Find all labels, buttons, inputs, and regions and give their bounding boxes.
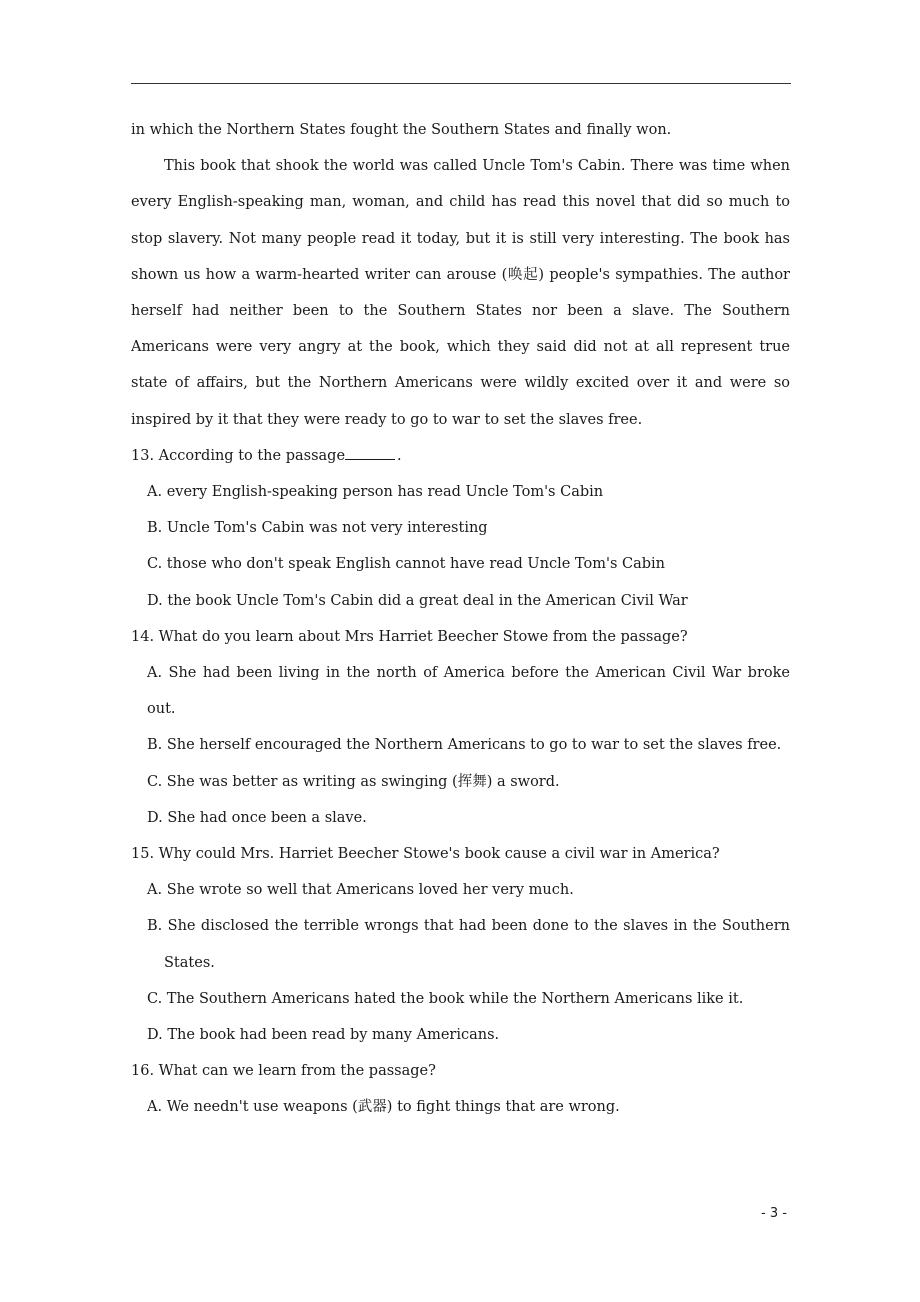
question-13-stem-text: 13. According to the passage — [131, 447, 346, 464]
page-number: - 3 - — [761, 1206, 787, 1221]
question-15-option-c: C. The Southern Americans hated the book while the Northern Americans like it. — [147, 990, 744, 1007]
question-15-stem: 15. Why could Mrs. Harriet Beecher Stowe's book cause a civil war in America? — [131, 846, 720, 863]
question-14-option-b: B. She herself encouraged the Northern Americans to go to war to set the slaves free. — [147, 737, 782, 754]
question-13-stem-end: . — [397, 447, 402, 464]
question-13-option-d: D. the book Uncle Tom's Cabin did a great deal in the American Civil War — [147, 592, 688, 609]
question-13-option-b: B. Uncle Tom's Cabin was not very interesting — [147, 520, 488, 537]
passage-paragraph-1: in which the Northern States fought the Southern States and finally won. — [131, 122, 672, 138]
question-15-option-b: B. She disclosed the terrible wrongs that had been done to the slaves in the Southern States. — [147, 918, 790, 971]
question-16-option-a: A. We needn't use weapons (武器) to fight things that are wrong. — [147, 1099, 620, 1116]
answer-blank — [345, 445, 395, 460]
question-15-option-a: A. She wrote so well that Americans loved her very much. — [147, 882, 574, 899]
question-16-stem: 16. What can we learn from the passage? — [131, 1063, 436, 1080]
question-14-option-c: C. She was better as writing as swinging (挥舞) a sword. — [147, 773, 560, 790]
header-rule — [131, 83, 791, 84]
question-13-option-c: C. those who don't speak English cannot have read Uncle Tom's Cabin — [147, 556, 665, 573]
page-content — [131, 112, 790, 1126]
question-14-option-a: A. She had been living in the north of America before the American Civil War broke out. — [147, 665, 790, 718]
question-13-option-a: A. every English-speaking person has read Uncle Tom's Cabin — [147, 484, 604, 501]
question-15-option-d: D. The book had been read by many Americans. — [147, 1027, 500, 1044]
question-13-stem — [131, 438, 790, 474]
question-14-option-d: D. She had once been a slave. — [147, 809, 367, 826]
passage-paragraph-2: This book that shook the world was called Uncle Tom's Cabin. There was time when every English-speaking man, woman, and child has read this novel that did so much to stop slavery. Not many people read it today, but it is still very interesting. The book has shown us how a warm-hearted writer can arouse (唤起) people's sympathies. The author herself had neither been to the Southern States nor been a slave. The Southern Americans were very angry at the book, which they said did not at all represent true state of affairs, but the Northern Americans were wildly excited over it and were so inspired by it that they were ready to go to war to set the slaves free. — [131, 158, 790, 428]
question-14-stem: 14. What do you learn about Mrs Harriet Beecher Stowe from the passage? — [131, 628, 688, 645]
